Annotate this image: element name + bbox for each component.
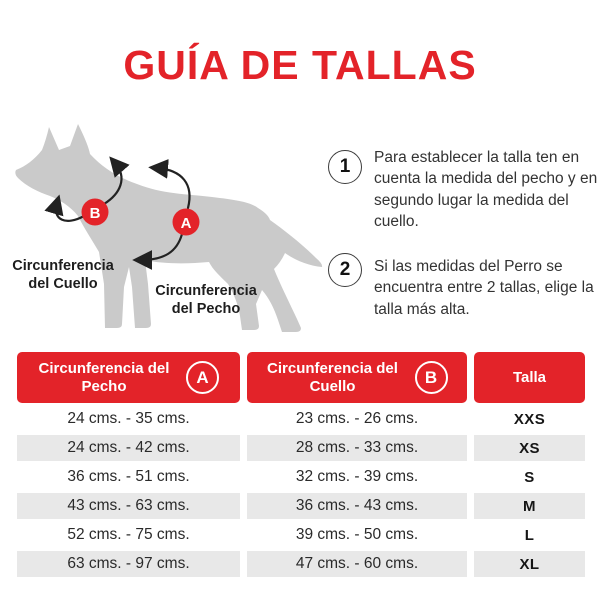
page-title: GUÍA DE TALLAS (123, 42, 477, 88)
table-cell-chest-m: 43 cms. - 63 cms. (17, 493, 240, 519)
table-cell-chest-xs: 24 cms. - 42 cms. (17, 435, 240, 461)
table-cell-size-xl: XL (474, 551, 585, 577)
neck-circumference-label: Circunferencia del Cuello (12, 258, 114, 293)
table-header-neck-label: Circunferencia del Cuello (267, 360, 398, 395)
instruction-2-number-icon (328, 253, 362, 287)
table-cell-neck-xl: 47 cms. - 60 cms. (247, 551, 467, 577)
instruction-2-text: Si las medidas del Perro se encuentra entre 2 tallas, elige la talla más alta. (374, 258, 594, 318)
table-cell-neck-s: 32 cms. - 39 cms. (247, 464, 467, 490)
table-header-chest-label: Circunferencia del Pecho (38, 360, 170, 395)
table-header-chest (17, 352, 240, 403)
size-table (17, 352, 585, 577)
svg-text:A: A (180, 215, 192, 232)
table-header-size-label: Talla (512, 368, 547, 386)
table-cell-size-s: S (474, 464, 585, 490)
instruction-2-number: 2 (339, 259, 351, 280)
instruction-1-number: 1 (339, 156, 351, 177)
table-header-size (474, 352, 585, 403)
table-cell-neck-xs: 28 cms. - 33 cms. (247, 435, 467, 461)
chest-marker-a-icon (173, 209, 200, 236)
neck-marker-b-icon (82, 199, 109, 226)
table-cell-chest-s: 36 cms. - 51 cms. (17, 464, 240, 490)
table-cell-size-m: M (474, 493, 585, 519)
table-cell-neck-l: 39 cms. - 50 cms. (247, 522, 467, 548)
instruction-1-text: Para establecer la talla ten en cuenta la medida del pecho y en segundo lugar la medida del cuello. (374, 149, 598, 231)
table-cell-chest-l: 52 cms. - 75 cms. (17, 522, 240, 548)
table-cell-size-l: L (474, 522, 585, 548)
table-cell-neck-xxs: 23 cms. - 26 cms. (247, 406, 467, 432)
table-header-a-marker-icon: A (186, 361, 219, 394)
table-cell-chest-xxs: 24 cms. - 35 cms. (17, 406, 240, 432)
table-cell-chest-xl: 63 cms. - 97 cms. (17, 551, 240, 577)
table-header-neck (247, 352, 467, 403)
table-cell-neck-m: 36 cms. - 43 cms. (247, 493, 467, 519)
svg-text:B: B (89, 205, 101, 222)
table-cell-size-xxs: XXS (474, 406, 585, 432)
table-header-b-marker-icon: B (415, 361, 448, 394)
instruction-1-number-icon (328, 150, 362, 184)
chest-circumference-label: Circunferencia del Pecho (155, 283, 257, 318)
table-cell-size-xs: XS (474, 435, 585, 461)
